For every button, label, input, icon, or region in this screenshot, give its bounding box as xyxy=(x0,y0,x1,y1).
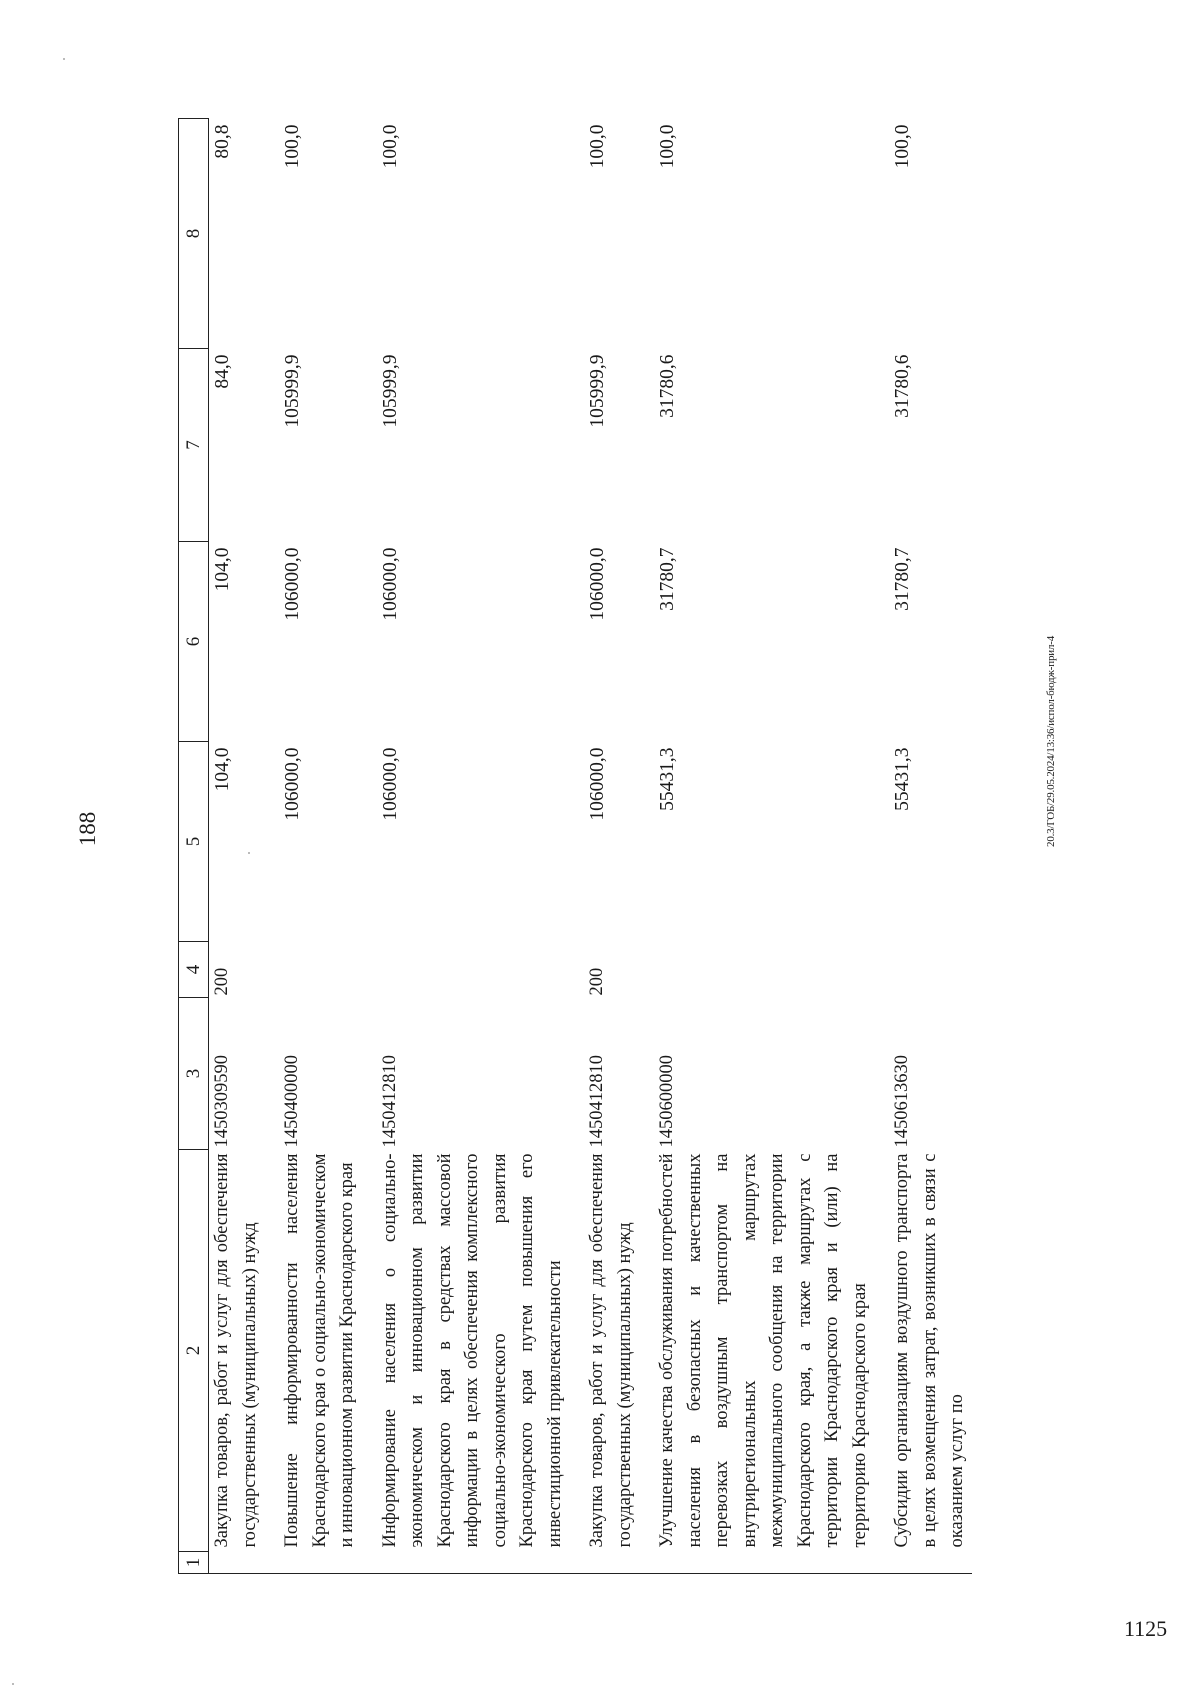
sheet-number: 1125 xyxy=(1124,1616,1168,1641)
page-number: 188 xyxy=(75,811,100,847)
row-type: 200 xyxy=(212,967,232,996)
table-row xyxy=(362,119,570,1574)
table-row xyxy=(639,119,874,1574)
scan-speck xyxy=(63,58,65,60)
row-code: 1450412810 xyxy=(587,1055,607,1148)
row-value-5: 106000,0 xyxy=(587,747,608,821)
row-name: Закупка товаров, работ и услуг для обеспечения государственных (муниципальных) нужд xyxy=(587,1153,635,1548)
row-type xyxy=(874,942,972,998)
row-value-7: 84,0 xyxy=(212,354,233,389)
row-value-8: 100,0 xyxy=(282,124,303,169)
row-type xyxy=(264,942,362,998)
row-value-8: 100,0 xyxy=(657,124,678,169)
row-value-5: 55431,3 xyxy=(892,747,913,811)
budget-table xyxy=(178,118,972,1574)
row-value-8: 100,0 xyxy=(379,124,401,169)
row-value-6: 106000,0 xyxy=(379,547,401,621)
row-index-cell xyxy=(362,1552,570,1574)
column-header: 5 xyxy=(179,742,209,942)
table-row xyxy=(264,119,362,1574)
row-type: 200 xyxy=(587,967,607,996)
row-value-6: 106000,0 xyxy=(282,547,303,621)
row-value-6: 31780,7 xyxy=(657,547,678,611)
row-value-5: 55431,3 xyxy=(657,747,678,811)
row-value-7: 105999,9 xyxy=(587,354,608,428)
row-name: Улучшение качества обслуживания потребностей населения в безопасных и качественных перевозках воздушным транспортом на внутрирегиональных маршрутах межмуниципального сообщения на территории Краснодарского края, а также маршрутах с территории Краснодарского края и (или) на территорию Краснодарского края xyxy=(657,1153,870,1548)
row-value-5: 104,0 xyxy=(212,747,233,792)
scan-speck xyxy=(12,1683,14,1685)
column-header: 8 xyxy=(179,119,209,349)
row-value-6: 31780,7 xyxy=(892,547,913,611)
row-value-7: 31780,6 xyxy=(657,354,678,418)
row-index-cell xyxy=(639,1552,874,1574)
header-row xyxy=(179,119,209,1574)
column-header: 4 xyxy=(179,942,209,998)
row-code: 1450400000 xyxy=(282,1055,302,1148)
table-row xyxy=(874,119,972,1574)
row-code: 1450600000 xyxy=(657,1055,677,1148)
row-name: Закупка товаров, работ и услуг для обеспечения государственных (муниципальных) нужд xyxy=(212,1153,260,1548)
table-row xyxy=(209,119,265,1574)
column-header: 2 xyxy=(179,1150,209,1552)
row-index-cell xyxy=(209,1552,265,1574)
column-header: 1 xyxy=(179,1552,209,1574)
row-value-7: 105999,9 xyxy=(282,354,303,428)
row-type xyxy=(362,942,570,998)
row-value-8: 100,0 xyxy=(892,124,913,169)
row-value-8: 100,0 xyxy=(587,124,608,169)
row-index-cell xyxy=(874,1552,972,1574)
document-footer-note: 20.3/ГОБ/29.05.2024/13:36/испол-бюдж-прил-4 xyxy=(1045,636,1057,847)
row-value-7: 105999,9 xyxy=(379,354,401,428)
row-code: 1450309590 xyxy=(212,1055,232,1148)
column-header: 7 xyxy=(179,349,209,542)
row-value-7: 31780,6 xyxy=(892,354,913,418)
column-header: 3 xyxy=(179,998,209,1150)
row-value-5: 106000,0 xyxy=(282,747,303,821)
row-value-6: 106000,0 xyxy=(587,547,608,621)
scan-speck xyxy=(248,852,250,854)
row-name: Повышение информированности населения Краснодарского края о социально-экономическом и инновационном развитии Краснодарского края xyxy=(282,1153,357,1548)
row-index-cell xyxy=(264,1552,362,1574)
row-name: Информирование населения о социально-экономическом и инновационном развитии Краснодарского края в средствах массовой информации в целях обеспечения комплексного социально-экономического развития Краснодарского края путем повышения его инвестиционной привлекательности xyxy=(379,1153,565,1548)
row-code: 1450412810 xyxy=(379,1055,400,1148)
row-name: Субсидии организациям воздушного транспорта в целях возмещения затрат, возникших в связи с оказанием услуг по xyxy=(892,1153,967,1548)
row-value-6: 104,0 xyxy=(212,547,233,592)
row-index-cell xyxy=(569,1552,639,1574)
column-header: 6 xyxy=(179,542,209,742)
row-value-5: 106000,0 xyxy=(379,747,401,821)
row-value-8: 80,8 xyxy=(212,124,233,159)
table-row xyxy=(569,119,639,1574)
row-type xyxy=(639,942,874,998)
row-code: 1450613630 xyxy=(892,1055,912,1148)
